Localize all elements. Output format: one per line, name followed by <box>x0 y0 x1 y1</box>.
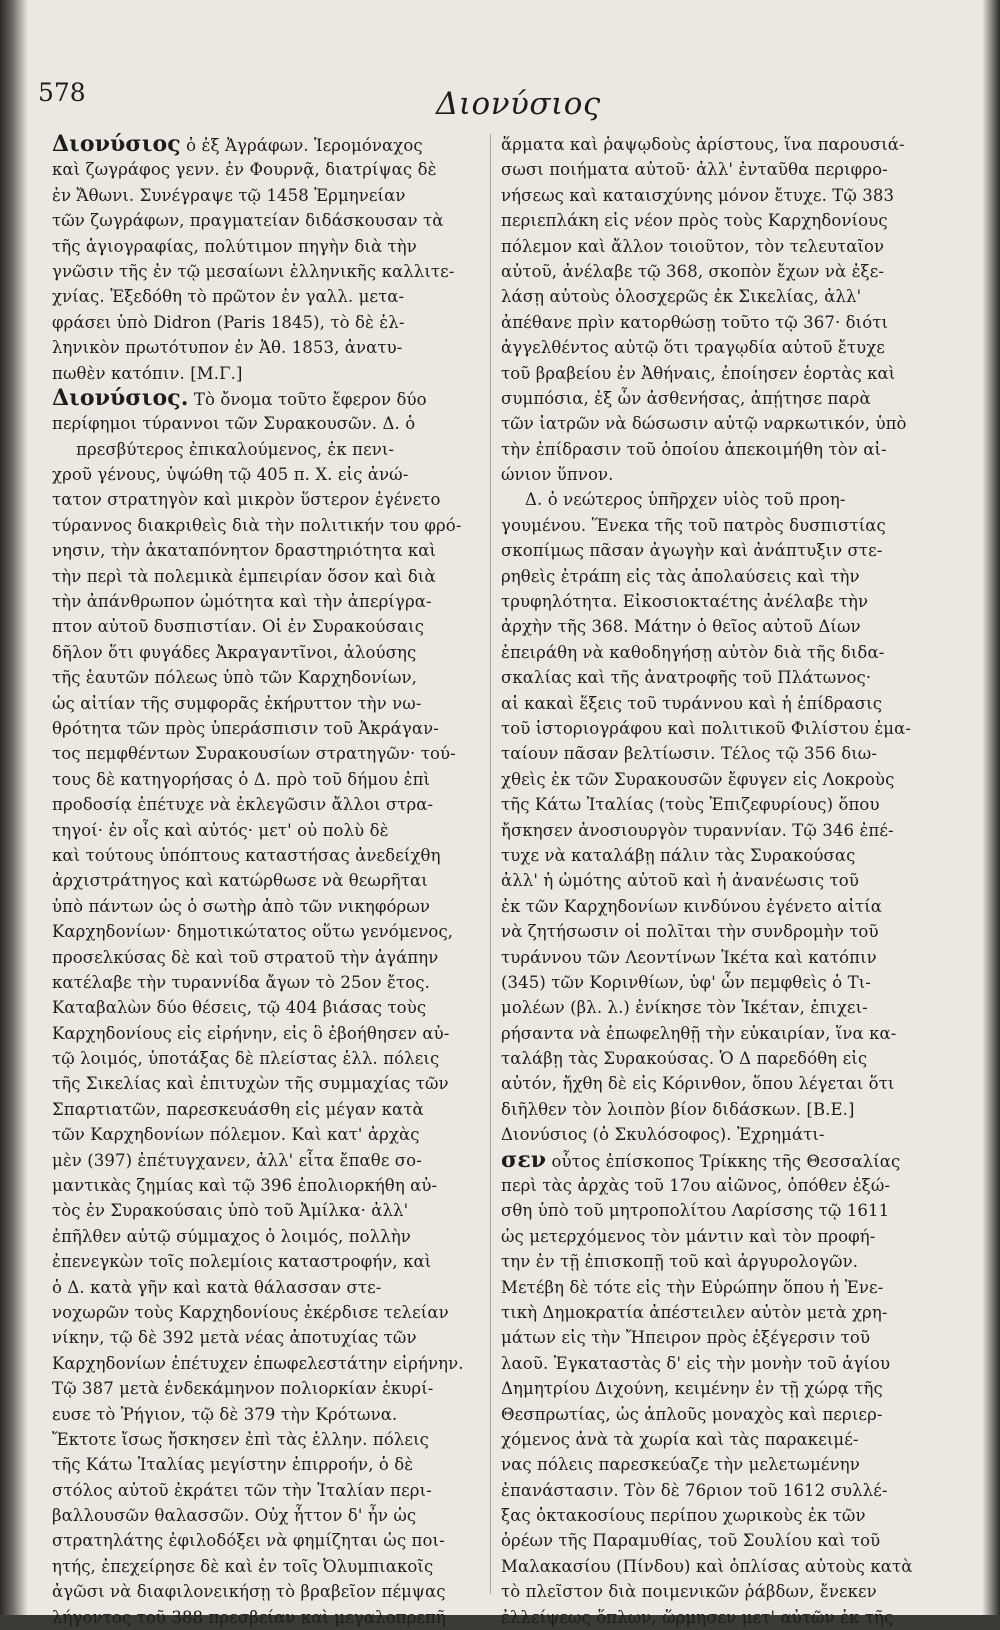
text-line: ἐπῆλθεν αὐτῷ σύμμαχος ὁ λοιμός, πολλὴν <box>52 1226 411 1246</box>
text-line: τατον στρατηγὸν καὶ μικρὸν ὕστερον ἐγένετο <box>52 490 441 510</box>
text-line: τὴν ἐπίδρασιν τοῦ ὁποίου ἀπεκοιμήθη τὸν αἰ- <box>501 439 887 459</box>
text-line: περιεπλάκη εἰς νέον πρὸς τοὺς Καρχηδονίους <box>501 211 888 231</box>
text-line: τὸς ἐν Συρακούσαις ὑπὸ τοῦ Ἀμίλκα· ἀλλ' <box>52 1201 409 1221</box>
text-line: διῆλθεν τὸν λοιπὸν βίον διδάσκων. [Β.Ε.] <box>501 1099 855 1119</box>
text-line: Διονύσιος (ὁ Σκυλόσοφος). Ἐχρημάτι- <box>501 1125 825 1145</box>
text-line: τῶν ἰατρῶν νὰ δώσωσιν αὐτῷ ναρκωτικόν, ὑπὸ <box>501 414 907 434</box>
text-line: τῆς ἁγιογραφίας, πολύτιμον πηγὴν διὰ τὴν <box>52 236 417 256</box>
text-line: βαλλουσῶν θαλασσῶν. Οὐχ ἧττον δ' ἦν ὡς <box>52 1506 417 1526</box>
text-line: ληνικὸν πρωτότυπον ἐν Ἀθ. 1853, ἀνατυ- <box>52 338 403 358</box>
text-line: χροῦ γένους, ὑψώθη τῷ 405 π. Χ. εἰς ἀνώ- <box>52 465 409 485</box>
page-gutter-shadow <box>0 0 28 1615</box>
text-line: ἀρχιστράτηγος καὶ κατώρθωσε νὰ θεωρῆται <box>52 871 428 891</box>
text-line: ἐν Ἄθωνι. Συνέγραψε τῷ 1458 Ἑρμηνείαν <box>52 185 406 205</box>
text-line: ἐπενεγκὼν τοῖς πολεμίοις καταστροφήν, καὶ <box>52 1252 432 1272</box>
text-line: χόμενος ἀνὰ τὰ χωρία καὶ τὰς παρακειμέ- <box>501 1429 859 1449</box>
text-line: συμπόσια, ἐξ ὧν ἀσθενήσας, ἀπῄτησε παρὰ <box>501 388 871 408</box>
text-line: τος πεμφθέντων Συρακουσίων στρατηγῶν· τού- <box>52 744 456 764</box>
text-line: τοῦ βραβείου ἐν Ἀθήναις, ἐποίησεν ἑορτὰς καὶ <box>501 363 896 383</box>
text-line: ἀλλ' ἡ ὠμότης αὐτοῦ καὶ ἡ ἀνανέωσις τοῦ <box>501 871 859 891</box>
text-line: ευσε τὸ Ῥήγιον, τῷ δὲ 379 τὴν Κρότωνα. <box>52 1404 398 1424</box>
text-line: ὡς αἰτίαν τῆς συμφορᾶς ἐκήρυττον τὴν νω- <box>52 693 422 713</box>
text-line: προσελκύσας δὲ καὶ τοῦ στρατοῦ τὴν ἀγάπην <box>52 947 439 967</box>
text-line: καὶ ζωγράφος γενν. ἐν Φουρνᾷ, διατρίψας δὲ <box>52 160 437 180</box>
text-line: Καρχηδονίων· δημοτικώτατος οὕτω γενόμενος, <box>52 922 454 942</box>
text-line: νοχωρῶν τοὺς Καρχηδονίους ἐκέρδισε τελείαν <box>52 1302 449 1322</box>
text-line: προδοσίᾳ ἐπέτυχε νὰ ἐκλεγῶσιν ἄλλοι στρα- <box>52 795 434 815</box>
text-line: σκοπίμως πᾶσαν ἀγωγὴν καὶ ἀνάπτυξιν στε- <box>501 541 883 561</box>
text-line: ἀγῶσι νὰ διαφιλονεικήσῃ τὸ βραβεῖον πέμψας <box>52 1582 446 1602</box>
text-line: τικὴ Δημοκρατία ἀπέστειλεν αὐτὸν μετὰ χρη- <box>501 1302 888 1322</box>
text-line: τὴν ἀπάνθρωπον ὠμότητα καὶ τὴν ἀπερίγρα- <box>52 592 432 612</box>
text-line: τῆς Κάτω Ἰταλίας μεγίστην ἐπιρροήν, ὁ δὲ <box>52 1455 414 1475</box>
text-line: περὶ τὰς ἀρχὰς τοῦ 17ου αἰῶνος, ὁπόθεν ἐξώ- <box>501 1176 891 1196</box>
text-line: φράσει ὑπὸ Didron (Paris 1845), τὸ δὲ ἑλ- <box>52 312 405 332</box>
text-line: λήγοντος τοῦ 388 πρεσβείαν καὶ μεγαλοπρεπῆ <box>52 1607 446 1627</box>
text-line: ὁ Δ. κατὰ γῆν καὶ κατὰ θάλασσαν στε- <box>52 1277 382 1297</box>
text-line: κατέλαβε τὴν τυραννίδα ἄγων τὸ 25ον ἔτος. <box>52 972 430 992</box>
text-line: ἐπειράθη νὰ καθοδηγήσῃ αὐτὸν διὰ τῆς διδα- <box>501 642 885 662</box>
text-line: ἐκ τῶν Καρχηδονίων κινδύνου ἐγένετο αἰτία <box>501 896 883 916</box>
text-line: ἐπανάστασιν. Τὸν δὲ 76ριον τοῦ 1612 συλλέ- <box>501 1480 888 1500</box>
text-line: ὡς μετερχόμενος τὸν μάντιν καὶ τὸν προφή- <box>501 1226 876 1246</box>
text-line: ξας ὀκτακοσίους περίπου χωρικοὺς ἐκ τῶν <box>501 1506 866 1526</box>
text-line: νήσεως καὶ καταισχύνης μόνον ἔτυχε. Τῷ 383 <box>501 185 895 205</box>
text-line: ώνιον ὕπνον. <box>501 465 614 485</box>
text-line: μάτων εἰς τὴν Ἤπειρον πρὸς ἐξέγερσιν τοῦ <box>501 1328 871 1348</box>
text-line: καὶ τούτους ὑπόπτους καταστήσας ἀνεδείχθη <box>52 845 441 865</box>
text-line: τῆς ἑαυτῶν πόλεως ὑπὸ τῶν Καρχηδονίων, <box>52 668 417 688</box>
text-line: ητής, ἐπεχείρησε δὲ καὶ ἐν τοῖς Ὀλυμπιακοῖς <box>52 1556 434 1576</box>
text-line: Μαλακασίου (Πίνδου) καὶ ὁπλίσας αὐτοὺς κατὰ <box>501 1556 913 1576</box>
text-line: μαντικὰς ζημίας καὶ τῷ 396 ἐπολιορκήθη αὐ- <box>52 1176 438 1196</box>
text-line: αὐτοῦ, ἀνέλαβε τῷ 368, σκοπὸν ἔχων νὰ ἐξε- <box>501 261 885 281</box>
text-line: Δ. ὁ νεώτερος ὑπῆρχεν υἱὸς τοῦ προη- <box>525 490 846 510</box>
text-line: ἤσκησεν ἀνοσιουργὸν τυραννίαν. Τῷ 346 ἐπέ- <box>501 820 894 840</box>
text-line: στρατηλάτης ἐφιλοδόξει νὰ φημίζηται ὡς ποι- <box>52 1531 445 1551</box>
entry-heading-line: Διονύσιος ὁ ἐξ Ἀγράφων. Ἱερομόναχος <box>52 131 423 157</box>
text-line: νησιν, τὴν ἀκαταπόνητον δραστηριότητα καὶ <box>52 541 437 561</box>
text-line: τὸ πλεῖστον διὰ ποιμενικῶν ῥάβδων, ἔνεκεν <box>501 1582 877 1602</box>
text-line: τῆς Κάτω Ἰταλίας (τοὺς Ἐπιζεφυρίους) ὅπου <box>501 795 880 815</box>
text-line: (345) τῶν Κορινθίων, ὑφ' ὧν πεμφθεὶς ὁ Τι- <box>501 972 871 992</box>
text-line: ρηθεὶς ἐτράπη εἰς τὰς ἀπολαύσεις καὶ τὴν <box>501 566 860 586</box>
text-line: τυχε νὰ καταλάβῃ πάλιν τὰς Συρακούσας <box>501 845 856 865</box>
text-line: Καταβαλὼν δύο θέσεις, τῷ 404 βιάσας τοὺς <box>52 998 427 1018</box>
text-line: τῷ λοιμός, ὑποτάξας δὲ πλείστας ἑλλ. πόλεις <box>52 1049 440 1069</box>
text-line: μολέων (βλ. λ.) ἐνίκησε τὸν Ἱκέταν, ἐπιχει- <box>501 998 868 1018</box>
text-line: σκαλίας καὶ τῆς ἀνατροφῆς τοῦ Πλάτωνος· <box>501 668 872 688</box>
text-line: λαοῦ. Ἐγκαταστὰς δ' εἰς τὴν μονὴν τοῦ ἁγίου <box>501 1353 891 1373</box>
text-line: τῶν ζωγράφων, πραγματείαν διδάσκουσαν τὰ <box>52 211 444 231</box>
text-line: την ἐν τῇ ἐπισκοπῇ τοῦ καὶ ἀργυρολογῶν. <box>501 1252 859 1272</box>
text-line: Ἔκτοτε ἴσως ἤσκησεν ἐπὶ τὰς ἑλλην. πόλεις <box>52 1429 429 1449</box>
text-line: πρεσβύτερος ἐπικαλούμενος, ἐκ πενι- <box>76 439 395 459</box>
text-line: Τῷ 387 μετὰ ἐνδεκάμηνον πολιορκίαν ἐκυρί- <box>52 1379 434 1399</box>
text-line: δῆλον ὅτι φυγάδες Ἀκραγαντῖνοι, ἀλούσης <box>52 642 417 662</box>
text-line: ρήσαντα νὰ ἐπωφεληθῇ τὴν εὐκαιρίαν, ἵνα κα- <box>501 1023 897 1043</box>
text-line: νίκην, τῷ δὲ 392 μετὰ νέας ἀποτυχίας τῶν <box>52 1328 417 1348</box>
text-line: πωθὲν κατόπιν. [Μ.Γ.] <box>52 363 243 383</box>
text-line: αὐτόν, ἤχθη δὲ εἰς Κόρινθον, ὅπου λέγεται ὅτι <box>501 1074 895 1094</box>
text-line: Θεσπρωτίας, ὡς ἁπλοῦς μοναχὸς καὶ περιερ- <box>501 1404 883 1424</box>
text-line: τρυφηλότητα. Εἰκοσιοκταέτης ἀνέλαβε τὴν <box>501 592 869 612</box>
column-divider <box>490 134 491 1594</box>
text-line: τύραννος διακριθεὶς διὰ τὴν πολιτικήν του φρό- <box>52 515 462 535</box>
text-line: σθη ὑπὸ τοῦ μητροπολίτου Λαρίσσης τῷ 1611 <box>501 1201 890 1221</box>
text-line: τηγοί· ἐν οἷς καὶ αὐτός· μετ' οὐ πολὺ δὲ <box>52 820 389 840</box>
text-line: Σπαρτιατῶν, παρεσκευάσθη εἰς μέγαν κατὰ <box>52 1099 424 1119</box>
text-line: μὲν (397) ἐπέτυγχανεν, ἀλλ' εἶτα ἔπαθε σο- <box>52 1150 422 1170</box>
text-line: ἀγγελθέντος αὐτῷ ὅτι τραγῳδία αὐτοῦ ἔτυχε <box>501 338 885 358</box>
text-line: τὴν περὶ τὰ πολεμικὰ ἐμπειρίαν ὅσον καὶ διὰ <box>52 566 436 586</box>
text-line: τῆς Σικελίας καὶ ἐπιτυχὼν τῆς συμμαχίας τῶν <box>52 1074 449 1094</box>
text-line: χνίας. Ἐξεδόθη τὸ πρῶτον ἐν γαλλ. μετα- <box>52 287 405 307</box>
entry-heading-line: σεν οὗτος ἐπίσκοπος Τρίκκης τῆς Θεσσαλίας <box>501 1146 901 1173</box>
text-line: στόλος αὐτοῦ ἐκράτει τῶν τὴν Ἰταλίαν περι- <box>52 1480 432 1500</box>
text-line: ἀρχὴν τῆς 368. Μάτην ὁ θεῖος αὐτοῦ Δίων <box>501 617 861 637</box>
text-line: Δημητρίου Διχούνη, κειμένην ἐν τῇ χώρᾳ τῆς <box>501 1379 883 1399</box>
text-line: τῶν Καρχηδονίων πόλεμον. Καὶ κατ' ἀρχὰς <box>52 1125 420 1145</box>
entry-heading-line: Διονύσιος. Τὸ ὄνομα τοῦτο ἔφερον δύο <box>52 384 427 411</box>
text-line: τυράννου τῶν Λεοντίνων Ἱκέτα καὶ κατόπιν <box>501 947 877 967</box>
left-column <box>52 131 480 1627</box>
text-line: γουμένου. Ἕνεκα τῆς τοῦ πατρὸς δυσπιστίας <box>501 515 886 535</box>
text-line: ἅρματα καὶ ῥαψῳδοὺς ἀρίστους, ἵνα παρουσιά- <box>501 135 905 154</box>
text-line: πτον αὐτοῦ δυσπιστίαν. Οἱ ἐν Συρακούσαις <box>52 617 425 637</box>
page-edge-shadow <box>982 0 1000 1615</box>
text-line: θρότητα τῶν πρὸς ὑπεράσπισιν τοῦ Ἀκράγαν- <box>52 718 439 738</box>
text-line: σωσι ποιήματα αὐτοῦ· ἀλλ' ἐνταῦθα περιφρο- <box>501 160 888 180</box>
text-line: πόλεμον καὶ ἄλλον τοιοῦτον, τὸν τελευταῖον <box>501 236 885 256</box>
text-line: νας πόλεις παρεσκεύαζε τὴν μελετωμένην <box>501 1455 860 1475</box>
text-line: τοῦ ἱστοριογράφου καὶ πολιτικοῦ Φιλίστου ἐμα- <box>501 718 912 738</box>
text-line: ταλάβῃ τὰς Συρακούσας. Ὁ Δ παρεδόθη εἰς <box>501 1049 868 1069</box>
text-line: νὰ ζητήσωσιν οἱ πολῖται τὴν συνδρομὴν τοῦ <box>501 922 879 942</box>
text-line: ἀπέθανε πρὶν κατορθώσῃ τοῦτο τῷ 367· διότι <box>501 312 889 332</box>
text-line: Καρχηδονίους εἰς εἰρήνην, εἰς ὃ ἐβοήθησεν αὐ- <box>52 1023 450 1043</box>
text-line: λάσῃ αὐτοὺς ὁλοσχερῶς ἐκ Σικελίας, ἀλλ' <box>501 287 862 307</box>
page-number: 578 <box>38 78 86 107</box>
text-line: αἱ κακαὶ ἕξεις τοῦ τυράννου καὶ ἡ ἐπίδρασις <box>501 693 883 713</box>
text-line: ὑπὸ πάντων ὡς ὁ σωτὴρ ἀπὸ τῶν νικηφόρων <box>52 896 431 916</box>
text-line: ταίουν πᾶσαν βελτίωσιν. Τέλος τῷ 356 διω- <box>501 744 878 764</box>
text-line: περίφημοι τύραννοι τῶν Συρακουσῶν. Δ. ὁ <box>52 414 416 434</box>
text-line: Καρχηδονίων ἐπέτυχεν ἐπωφελεστάτην εἰρήνην. <box>52 1353 464 1373</box>
running-head: Διονύσιος <box>436 86 601 122</box>
right-column <box>501 132 941 1627</box>
text-line: ἐλλείψεως ὅπλων, ὥρμησεν μετ' αὐτῶν ἐκ τῆς <box>501 1607 894 1627</box>
text-line: Μετέβη δὲ τότε εἰς τὴν Εὐρώπην ὅπου ἡ Ἐνε- <box>501 1277 884 1297</box>
text-line: χθεὶς ἐκ τῶν Συρακουσῶν ἔφυγεν εἰς Λοκροὺς <box>501 769 895 789</box>
text-line: τους δὲ κατηγορήσας ὁ Δ. πρὸ τοῦ δήμου ἐπὶ <box>52 769 431 789</box>
text-line: γνῶσιν τῆς ἐν τῷ μεσαίωνι ἑλληνικῆς καλλιτε- <box>52 261 455 281</box>
text-line: ὀρέων τῆς Παραμυθίας, τοῦ Σουλίου καὶ τοῦ <box>501 1531 881 1551</box>
